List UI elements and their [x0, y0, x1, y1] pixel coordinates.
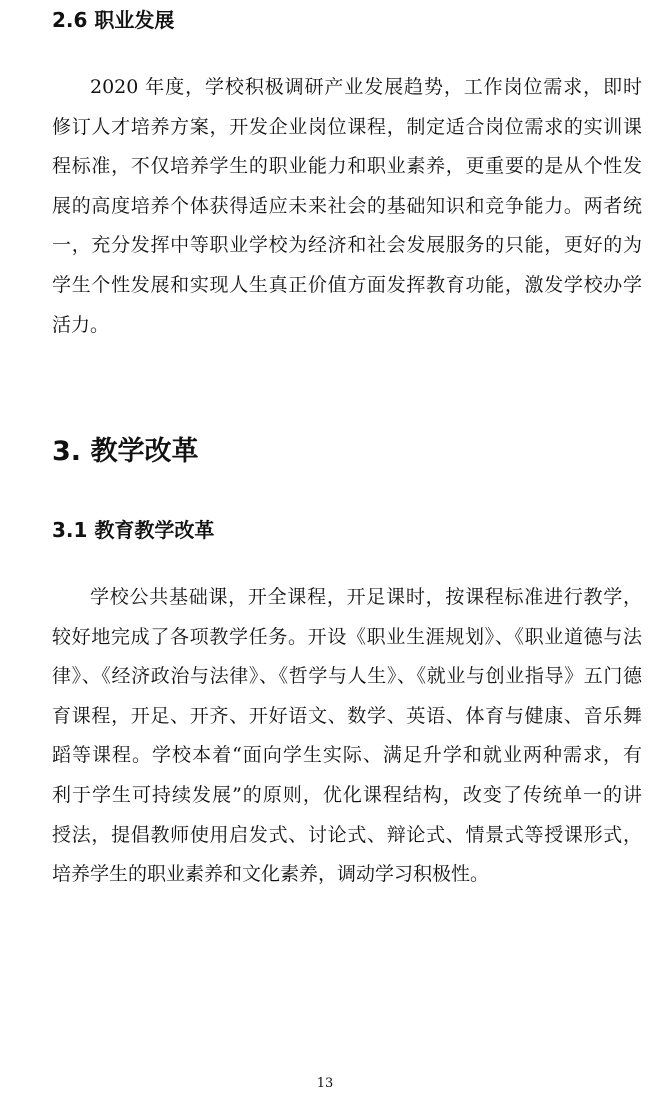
paragraph-line: 2020 年度，学校积极调研产业发展趋势，工作岗位需求，即时 — [90, 76, 642, 98]
paragraph-line: 修订人才培养方案，开发企业岗位课程，制定适合岗位需求的实训课 — [52, 115, 642, 138]
paragraph-line: 律》、《经济政治与法律》、《哲学与人生》、《就业与创业指导》五门德 — [52, 665, 642, 688]
section-3-1-heading: 3.1 教育教学改革 — [52, 518, 215, 542]
paragraph-line: 较好地完成了各项教学任务。开设《职业生涯规划》、《职业道德与法 — [52, 625, 642, 648]
paragraph-line: 授法，提倡教师使用启发式、讨论式、辩论式、情景式等授课形式， — [52, 823, 642, 846]
paragraph-line: 一，充分发挥中等职业学校为经济和社会发展服务的只能，更好的为 — [52, 234, 642, 257]
paragraph-line: 育课程，开足、开齐、开好语文、数学、英语、体育与健康、音乐舞 — [52, 704, 642, 727]
paragraph-line: 培养学生的职业素养和文化素养，调动学习积极性。 — [52, 863, 490, 886]
paragraph-line: 学校公共基础课，开全课程，开足课时，按课程标准进行教学， — [90, 586, 642, 608]
paragraph-line: 活力。 — [52, 313, 110, 336]
paragraph-line: 展的高度培养个体获得适应未来社会的基础知识和竞争能力。两者统 — [52, 194, 642, 217]
section-2-6-paragraph — [52, 68, 642, 345]
paragraph-line: 利于学生可持续发展”的原则，优化课程结构，改变了传统单一的讲 — [52, 783, 642, 806]
page-number: 13 — [316, 1076, 334, 1091]
paragraph-line: 蹈等课程。学校本着“面向学生实际、满足升学和就业两种需求，有 — [52, 744, 642, 767]
section-2-6-heading: 2.6 职业发展 — [52, 8, 175, 32]
section-3-1-paragraph — [52, 578, 642, 895]
paragraph-line: 学生个性发展和实现人生真正价值方面发挥教育功能，激发学校办学 — [52, 273, 642, 296]
paragraph-line: 程标准，不仅培养学生的职业能力和职业素养，更重要的是从个性发 — [52, 155, 642, 178]
section-3-heading: 3. 教学改革 — [52, 436, 199, 467]
